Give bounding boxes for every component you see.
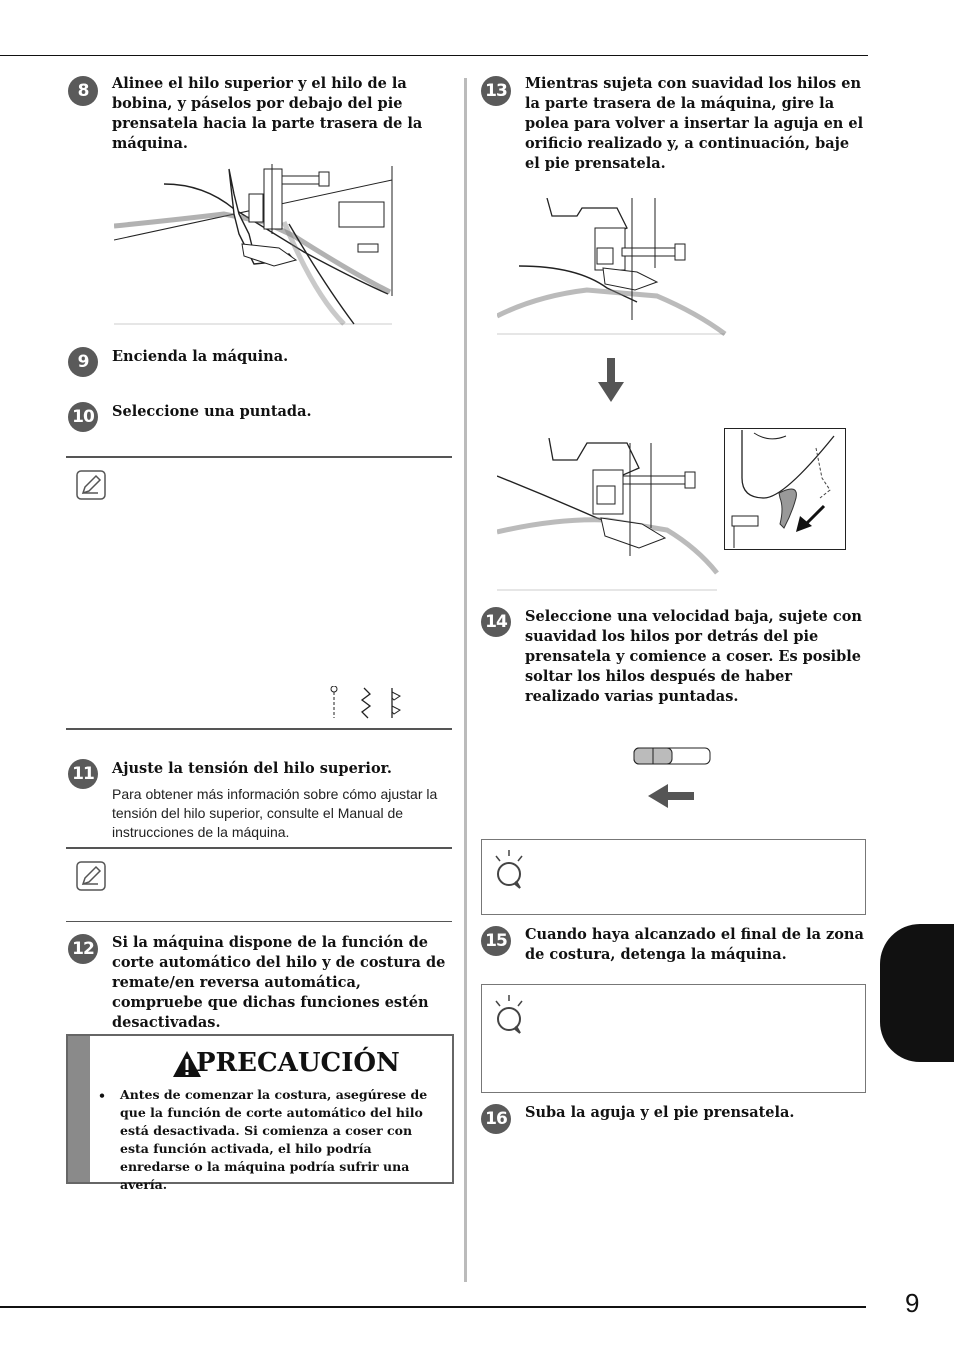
- step-13-badge: 13: [481, 76, 511, 106]
- caution-bullet: •: [98, 1088, 106, 1103]
- presser-foot-illustration-1: [114, 164, 394, 326]
- memo-2-top-rule: [66, 847, 452, 849]
- step-9-badge: 9: [68, 347, 98, 377]
- step-8-badge: 8: [68, 76, 98, 106]
- step-15-text: Cuando haya alcanzado el final de la zona de costura, detenga la máquina.: [525, 926, 864, 963]
- bottom-rule: [0, 1306, 866, 1308]
- step-11-text: Ajuste la tensión del hilo superior.: [112, 760, 392, 777]
- step-10-text: Seleccione una puntada.: [112, 403, 312, 420]
- memo-icon: [76, 861, 106, 891]
- stitch-symbols: [326, 686, 408, 720]
- tip-box-2: [481, 984, 866, 1093]
- tip-icon: [492, 850, 526, 890]
- needle-illustration-1: [497, 198, 727, 336]
- step-9-text: Encienda la máquina.: [112, 348, 289, 365]
- memo-icon: [76, 470, 106, 500]
- step-12-text: Si la máquina dispone de la función de corte automático del hilo y de costura de remate/en reversa automática, compruebe que dichas funciones estén desactivadas.: [112, 934, 446, 1031]
- step-16-text: Suba la aguja y el pie prensatela.: [525, 1104, 795, 1121]
- caution-title: PRECAUCIÓN: [196, 1048, 400, 1078]
- memo-1-bottom-rule: [66, 728, 452, 730]
- page-number: 9: [905, 1288, 920, 1318]
- step-14-text: Seleccione una velocidad baja, sujete con suavidad los hilos por detrás del pie prensatela y comience a coser. Es posible soltar los hilos después de haber realizado varias puntadas.: [525, 608, 862, 705]
- column-divider: [464, 78, 467, 1282]
- top-rule: [0, 55, 868, 56]
- step-10-badge: 10: [68, 402, 98, 432]
- memo-1-top-rule: [66, 456, 452, 458]
- chapter-tab: [880, 924, 954, 1062]
- step-11-body: Para obtener más información sobre cómo ajustar la tensión del hilo superior, consulte el Manual de instrucciones de la máquina.: [112, 786, 438, 840]
- speed-slider-illustration: [633, 746, 713, 768]
- step-16-badge: 16: [481, 1104, 511, 1134]
- arrow-down-icon: [598, 358, 624, 402]
- caution-bar: [68, 1036, 90, 1182]
- tip-icon: [492, 995, 526, 1035]
- tip-box-1: [481, 839, 866, 915]
- arrow-left-icon: [648, 784, 694, 808]
- step-13-text: Mientras sujeta con suavidad los hilos en la parte trasera de la máquina, gire la polea para volver a insertar la aguja en el orificio realizado y, a continuación, baje el pie prensatela.: [525, 75, 864, 172]
- memo-2-bottom-rule: [66, 921, 452, 922]
- step-14-badge: 14: [481, 607, 511, 637]
- step-8-text: Alinee el hilo superior y el hilo de la bobina, y páselos por debajo del pie prensatela hacia la parte trasera de la máquina.: [112, 75, 423, 152]
- step-12-badge: 12: [68, 934, 98, 964]
- step-15-badge: 15: [481, 926, 511, 956]
- needle-illustration-2: [497, 438, 719, 592]
- caution-text: Antes de comenzar la costura, asegúrese de que la función de corte automático del hilo está desactivada. Si comienza a coser con esta función activada, el hilo podría enredarse o la máquina podría sufrir una avería.: [120, 1087, 428, 1192]
- pulley-inset-illustration: [724, 428, 846, 550]
- caution-box: [66, 1034, 454, 1192]
- step-11-badge: 11: [68, 759, 98, 789]
